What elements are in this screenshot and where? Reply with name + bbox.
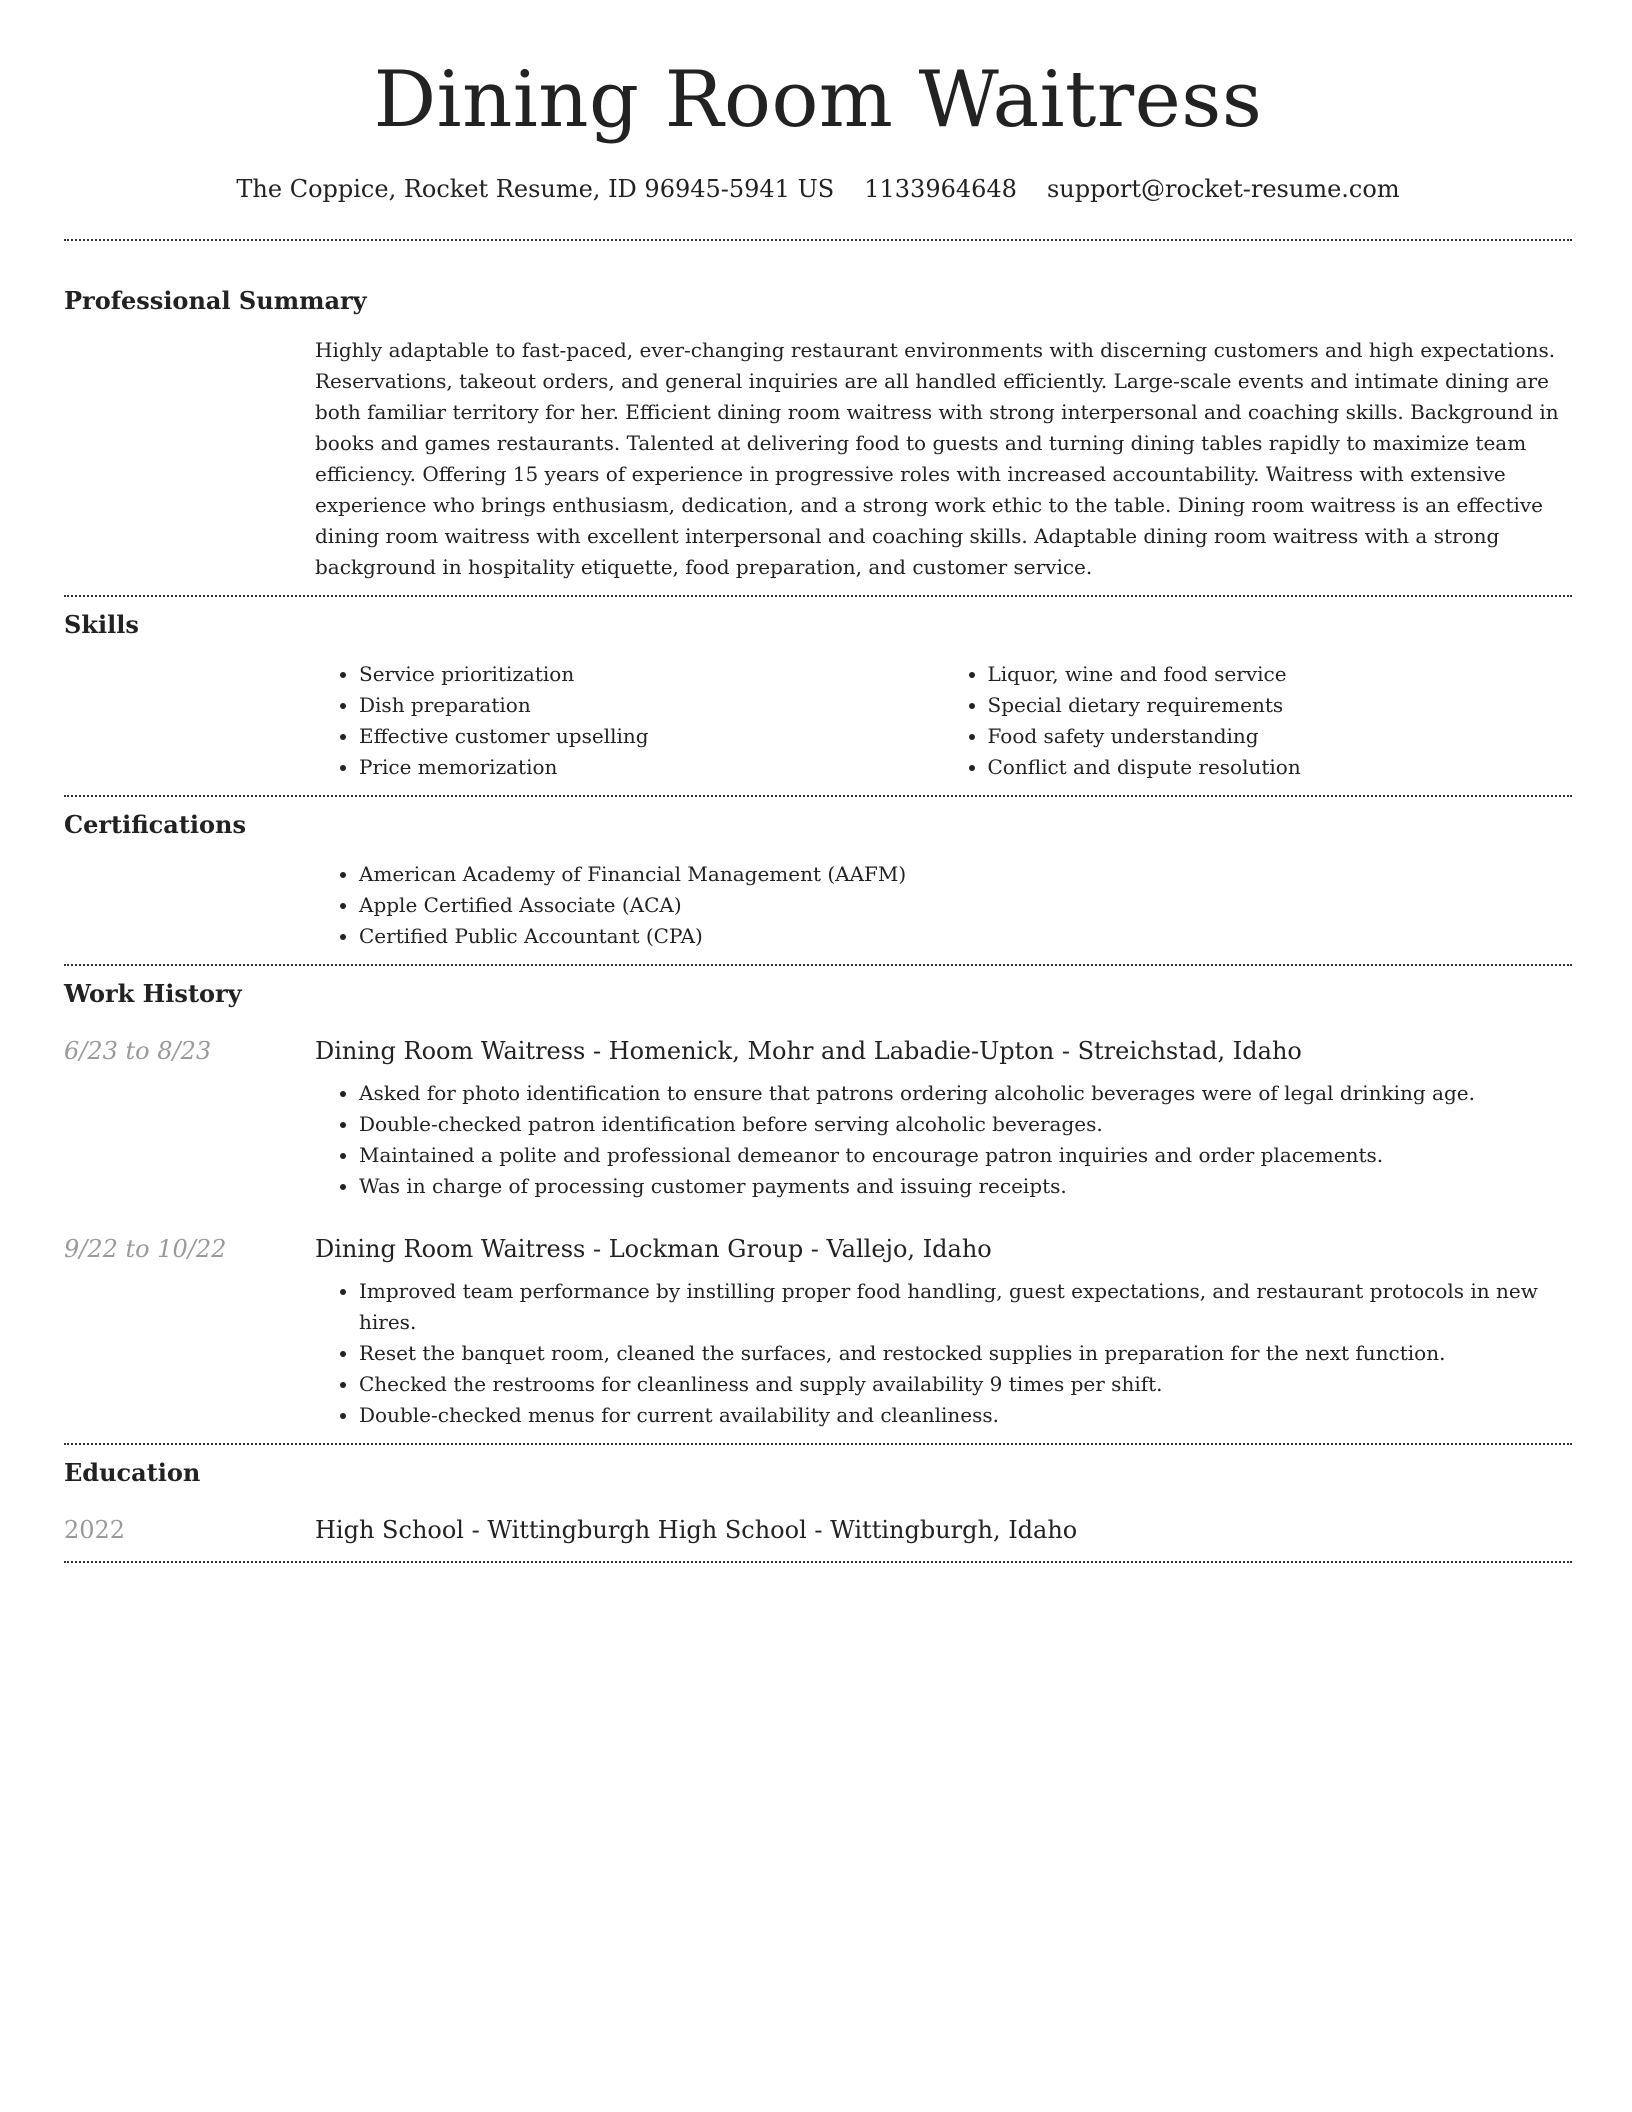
section-title-summary: Professional Summary	[64, 286, 367, 315]
job-header	[64, 1232, 1572, 1266]
skill-item: • Special dietary requirements	[988, 690, 1573, 721]
contact-email: support@rocket-resume.com	[1046, 175, 1400, 203]
education-entry	[64, 1513, 1572, 1561]
candidate-name: Dining Room Waitress	[373, 55, 1263, 145]
education-section	[64, 1445, 1572, 1561]
certification-item: • Certified Public Accountant (CPA)	[359, 921, 1572, 952]
contact-line	[64, 172, 1572, 206]
skill-item: • Conflict and dispute resolution	[988, 752, 1573, 783]
job-entry	[64, 1034, 1572, 1202]
skill-item: • Price memorization	[359, 752, 944, 783]
skill-item: • Dish preparation	[359, 690, 944, 721]
job-bullets	[315, 1078, 1572, 1202]
resume-page	[64, 0, 1572, 1563]
certifications-content	[315, 859, 1572, 964]
job-dates: 9/22 to 10/22	[64, 1235, 227, 1263]
contact-phone: 1133964648	[864, 175, 1017, 203]
job-bullet: • Asked for photo identification to ensure that patrons ordering alcoholic beverages were of legal drinking age.	[359, 1078, 1572, 1109]
skill-item: • Effective customer upselling	[359, 721, 944, 752]
job-header	[64, 1034, 1572, 1068]
contact-address: The Coppice, Rocket Resume, ID 96945-5941 US	[236, 175, 835, 203]
certification-item: • Apple Certified Associate (ACA)	[359, 890, 1572, 921]
job-heading: Dining Room Waitress - Lockman Group - Vallejo, Idaho	[315, 1235, 992, 1263]
job-bullet: • Maintained a polite and professional demeanor to encourage patron inquiries and order placements.	[359, 1140, 1572, 1171]
job-bullet: • Double-checked menus for current availability and cleanliness.	[359, 1400, 1572, 1431]
skills-list-right	[944, 659, 1573, 783]
job-bullet: • Reset the banquet room, cleaned the surfaces, and restocked supplies in preparation for the next function.	[359, 1338, 1572, 1369]
skills-grid	[315, 659, 1572, 795]
certification-item: • American Academy of Financial Management (AAFM)	[359, 859, 1572, 890]
section-title-certifications: Certifications	[64, 810, 247, 839]
job-bullet: • Checked the restrooms for cleanliness and supply availability 9 times per shift.	[359, 1369, 1572, 1400]
work-history-section	[64, 966, 1572, 1443]
certifications-section	[64, 797, 1572, 964]
skill-item: • Food safety understanding	[988, 721, 1573, 752]
job-bullets	[315, 1276, 1572, 1443]
summary-content	[315, 335, 1572, 595]
section-title-skills: Skills	[64, 610, 139, 639]
section-divider	[64, 1561, 1572, 1563]
section-title-education: Education	[64, 1458, 201, 1487]
education-heading: High School - Wittingburgh High School - Wittingburgh, Idaho	[315, 1516, 1078, 1544]
certifications-list	[315, 859, 1572, 952]
skills-list-left	[315, 659, 944, 783]
job-bullet: • Double-checked patron identification before serving alcoholic beverages.	[359, 1109, 1572, 1140]
skills-section	[64, 597, 1572, 795]
section-title-work-history: Work History	[64, 979, 242, 1008]
skill-item: • Service prioritization	[359, 659, 944, 690]
job-bullet-list	[315, 1078, 1572, 1202]
summary-text: Highly adaptable to fast-paced, ever-changing restaurant environments with discerning customers and high expectations. Reservations, takeout orders, and general inquiries are all handled efficiently. Large-scale events and intimate dining are both familiar territory for her. Efficient dining room waitress with strong interpersonal and coaching skills. Background in books and games restaurants. Talented at delivering food to guests and turning dining tables rapidly to maximize team efficiency. Offering 15 years of experience in progressive roles with increased accountability. Waitress with extensive experience who brings enthusiasm, dedication, and a strong work ethic to the table. Dining room waitress is an effective dining room waitress with excellent interpersonal and coaching skills. Adaptable dining room waitress with a strong background in hospitality etiquette, food preparation, and customer service.	[315, 338, 1559, 579]
job-bullet: • Improved team performance by instilling proper food handling, guest expectations, and restaurant protocols in new hires.	[359, 1276, 1572, 1338]
job-heading: Dining Room Waitress - Homenick, Mohr and Labadie-Upton - Streichstad, Idaho	[315, 1037, 1302, 1065]
job-entry	[64, 1232, 1572, 1443]
job-bullet: • Was in charge of processing customer payments and issuing receipts.	[359, 1171, 1572, 1202]
summary-section	[64, 241, 1572, 595]
skill-item: • Liquor, wine and food service	[988, 659, 1573, 690]
education-year: 2022	[64, 1516, 126, 1544]
job-bullet-list	[315, 1276, 1572, 1431]
job-dates: 6/23 to 8/23	[64, 1037, 212, 1065]
